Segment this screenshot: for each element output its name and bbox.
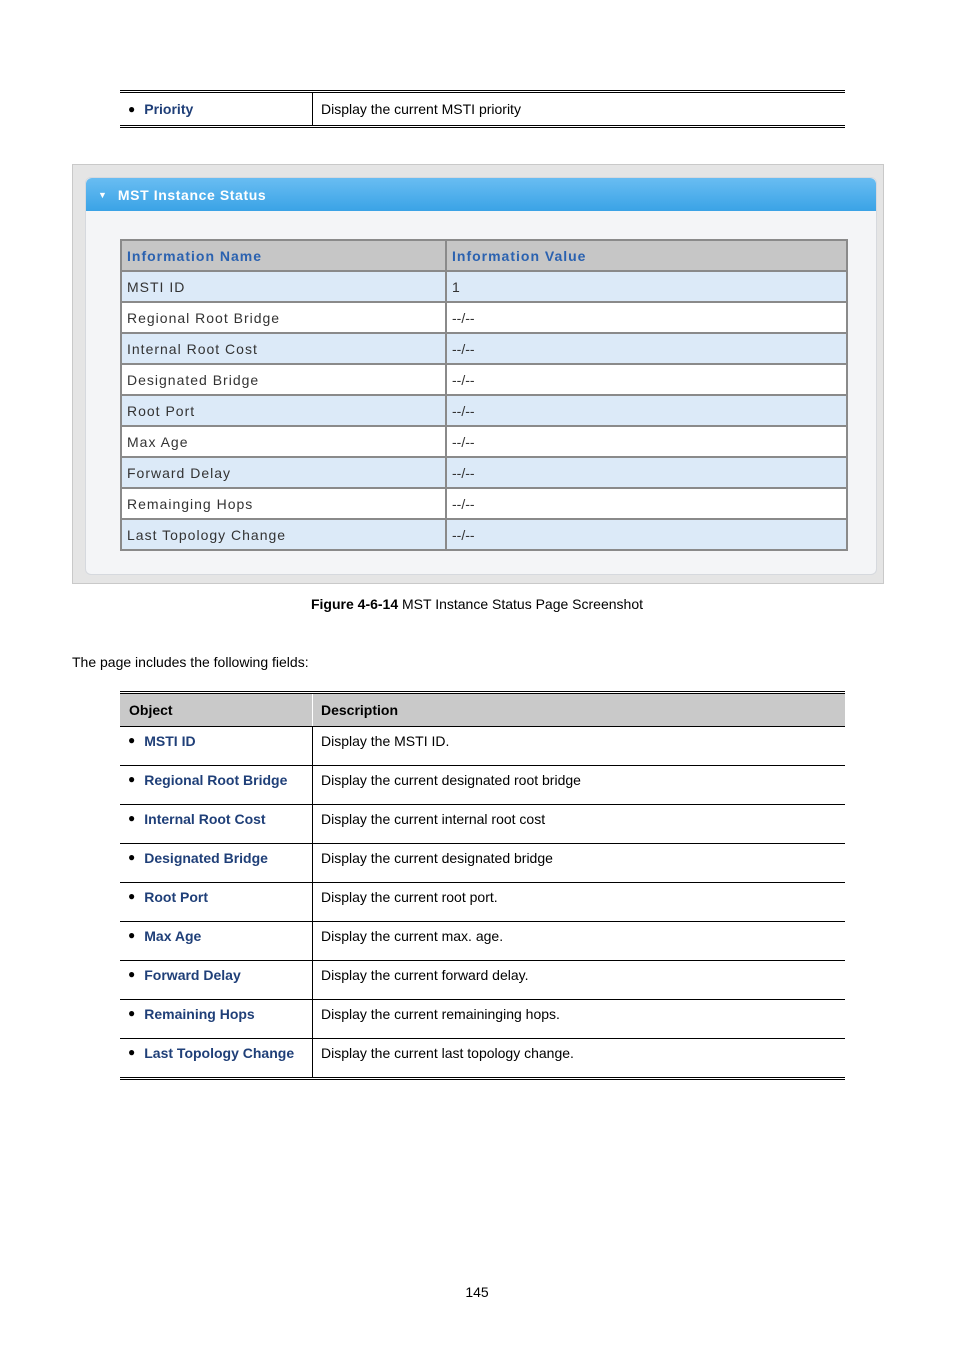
table-row [120, 804, 845, 843]
info-name: Designated Bridge [122, 365, 447, 394]
table-row [122, 456, 846, 487]
info-name: Last Topology Change [122, 520, 447, 549]
object-label: Internal Root Cost [144, 811, 266, 827]
object-cell [120, 93, 313, 125]
fields-table-header [120, 694, 845, 726]
object-label: Root Port [144, 889, 209, 905]
page-number: 145 [465, 1284, 489, 1300]
bullet-icon: ● [128, 928, 136, 942]
figure-label: Figure 4-6-14 [310, 596, 399, 612]
table-row [120, 882, 845, 921]
object-cell [120, 1000, 313, 1038]
bullet-icon: ● [128, 772, 136, 786]
object-cell [120, 766, 313, 804]
table-row [120, 765, 845, 804]
info-name: MSTI ID [122, 272, 447, 301]
column-header-object: Object [120, 694, 313, 726]
info-name: Remainging Hops [122, 489, 447, 518]
info-value: --/-- [452, 526, 475, 543]
description-cell: Display the current last topology change. [321, 1045, 574, 1061]
table-row [120, 960, 845, 999]
object-cell [120, 961, 313, 999]
description-cell: Display the current internal root cost [321, 811, 546, 827]
object-label: MSTI ID [144, 733, 196, 749]
description-cell: Display the current MSTI priority [321, 101, 521, 117]
info-value: --/-- [452, 309, 475, 326]
info-table [120, 239, 848, 551]
bullet-icon: ● [128, 889, 136, 903]
column-header-description: Description [321, 702, 399, 718]
description-cell: Display the current remaininging hops. [321, 1006, 560, 1022]
info-name: Forward Delay [122, 458, 447, 487]
info-value: --/-- [452, 340, 475, 357]
object-cell [120, 844, 313, 882]
table-row [120, 93, 845, 125]
info-name: Max Age [122, 427, 447, 456]
info-table-header [122, 241, 846, 270]
table-row [120, 921, 845, 960]
table-row [122, 270, 846, 301]
figure-caption [0, 596, 954, 612]
object-label: Max Age [144, 928, 202, 944]
object-label: Regional Root Bridge [144, 772, 288, 788]
priority-table [120, 90, 845, 128]
object-cell [120, 922, 313, 960]
info-value: --/-- [452, 495, 475, 512]
collapse-triangle-icon[interactable]: ▼ [98, 189, 107, 200]
column-header-value: Information Value [452, 247, 587, 264]
bullet-icon: ● [128, 1045, 136, 1059]
bullet-icon: ● [128, 102, 136, 116]
intro-text: The page includes the following fields: [72, 654, 309, 670]
table-row [122, 363, 846, 394]
object-cell [120, 883, 313, 921]
object-label: Remaining Hops [144, 1006, 255, 1022]
description-cell: Display the current max. age. [321, 928, 504, 944]
info-value: --/-- [452, 464, 475, 481]
info-name: Root Port [122, 396, 447, 425]
figure-text: MST Instance Status Page Screenshot [398, 596, 644, 612]
table-row [120, 1038, 845, 1077]
description-cell: Display the current designated bridge [321, 850, 553, 866]
info-value: --/-- [452, 371, 475, 388]
mst-instance-status-panel [85, 177, 877, 575]
info-value: --/-- [452, 402, 475, 419]
description-cell: Display the current root port. [321, 889, 498, 905]
object-cell [120, 727, 313, 765]
info-value: --/-- [452, 433, 475, 450]
table-row [122, 332, 846, 363]
table-row [120, 843, 845, 882]
object-label: Last Topology Change [144, 1045, 295, 1061]
info-name: Internal Root Cost [122, 334, 447, 363]
description-cell: Display the MSTI ID. [321, 733, 450, 749]
description-cell: Display the current designated root bridge [321, 772, 581, 788]
column-header-name: Information Name [122, 241, 447, 270]
object-label: Forward Delay [144, 967, 241, 983]
screenshot-frame [72, 164, 884, 584]
object-label: Designated Bridge [144, 850, 268, 866]
description-cell: Display the current forward delay. [321, 967, 529, 983]
table-row [122, 518, 846, 549]
object-cell [120, 805, 313, 843]
bullet-icon: ● [128, 811, 136, 825]
table-row [122, 425, 846, 456]
info-name: Regional Root Bridge [122, 303, 447, 332]
bullet-icon: ● [128, 1006, 136, 1020]
info-value: 1 [452, 278, 460, 295]
bullet-icon: ● [128, 733, 136, 747]
panel-header[interactable] [86, 178, 876, 211]
table-row [122, 487, 846, 518]
object-label: Priority [144, 101, 194, 117]
table-row [122, 394, 846, 425]
table-row [120, 726, 845, 765]
table-row [120, 999, 845, 1038]
bullet-icon: ● [128, 967, 136, 981]
fields-table [120, 691, 845, 1080]
object-cell [120, 1039, 313, 1077]
table-row [122, 301, 846, 332]
panel-title: MST Instance Status [117, 186, 267, 203]
bullet-icon: ● [128, 850, 136, 864]
